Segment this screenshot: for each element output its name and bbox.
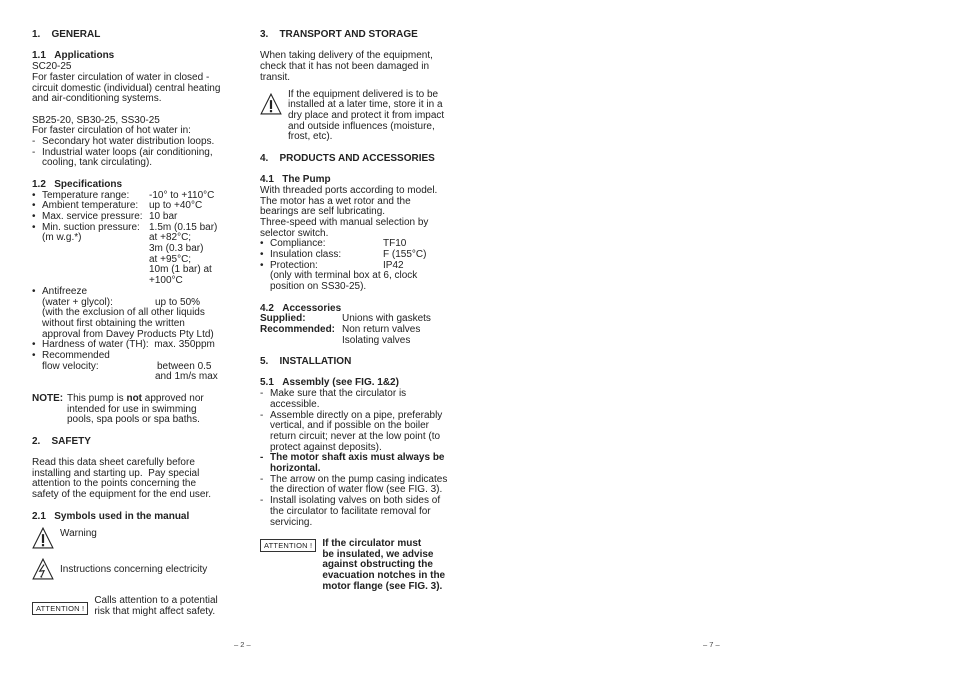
note-label: NOTE: xyxy=(32,392,64,404)
electricity-icon xyxy=(32,558,54,580)
pump-spec-item: • Compliance: TF10 xyxy=(260,238,407,250)
spec-continuation: (m w.g.*) at +82°C; 3m (0.3 bar) at +95°C; 10m (1 bar) at +100°C xyxy=(42,232,212,287)
page-number-left: – 2 – xyxy=(234,640,251,649)
list-item: - Industrial water loops (air conditioning, cooling, tank circulating). xyxy=(32,146,213,169)
pump-text: With threaded ports according to model. The motor has a wet rotor and the bearings are self lubricating. Three-speed with manual selection by selector switch. xyxy=(260,184,438,239)
pump-heading: 4.1 The Pump xyxy=(260,174,331,186)
electricity-label: Instructions concerning electricity xyxy=(60,564,208,576)
supplied-row: Supplied: Unions with gaskets xyxy=(260,313,431,325)
attention-badge: ATTENTION ! xyxy=(32,602,88,615)
text-line: and air-conditioning systems. xyxy=(32,93,162,105)
electricity-symbol-row xyxy=(32,558,232,580)
assembly-item: - Install isolating valves on both sides of the circulator to facilitate removal for servicing. xyxy=(260,495,441,528)
transport-heading: 3. TRANSPORT AND STORAGE xyxy=(260,29,418,40)
list-item: - Secondary hot water distribution loops. xyxy=(32,136,215,147)
warning-icon xyxy=(260,93,282,115)
products-heading: 4. PRODUCTS AND ACCESSORIES xyxy=(260,152,435,164)
spec-item: • Hardness of water (TH): max. 350ppm xyxy=(32,339,215,351)
sc-description xyxy=(32,73,232,105)
spec-continuation: flow velocity: between 0.5 and 1m/s max xyxy=(42,360,218,383)
spec-item: • Max. service pressure: 10 bar xyxy=(32,210,178,222)
installation-heading: 5. INSTALLATION xyxy=(260,356,352,368)
symbols-heading: 2.1 Symbols used in the manual xyxy=(32,510,190,522)
general-heading: 1. GENERAL xyxy=(32,29,101,40)
warning-icon xyxy=(32,527,54,549)
left-page-column xyxy=(32,30,232,618)
transport-text: When taking delivery of the equipment, check that it has not been damaged in transit. xyxy=(260,50,433,83)
sc-model: SC20-25 xyxy=(32,61,72,73)
right-page-column xyxy=(260,30,455,592)
spec-item: • Min. suction pressure: 1.5m (0.15 bar) xyxy=(32,221,218,233)
assembly-item: - Make sure that the circulator is accessible. xyxy=(260,388,407,410)
spec-item: • Antifreeze xyxy=(32,285,88,297)
spec-item: • Ambient temperature: up to +40°C xyxy=(32,200,203,212)
warning-label: Warning xyxy=(60,528,97,540)
applications-heading: 1.1 Applications xyxy=(32,50,115,62)
sb-model: SB25-20, SB30-25, SS30-25 xyxy=(32,114,160,126)
pump-spec-item: • Insulation class: F (155°C) xyxy=(260,249,427,261)
pump-spec-item: • Protection: IP42 xyxy=(260,259,404,271)
assembly-heading: 5.1 Assembly (see FIG. 1&2) xyxy=(260,377,399,389)
specifications-heading: 1.2 Specifications xyxy=(32,178,123,190)
assembly-item: - The arrow on the pump casing indicates the direction of water flow (see FIG. 3). xyxy=(260,473,448,496)
text-line: For faster circulation of water in closed - xyxy=(32,71,210,83)
accessories-heading: 4.2 Accessories xyxy=(260,302,342,314)
sb-intro: For faster circulation of hot water in: xyxy=(32,125,191,137)
warning-symbol-row xyxy=(32,527,232,549)
spec-continuation: (water + glycol): up to 50% xyxy=(42,296,201,308)
attention-symbol-row: ATTENTION ! Calls attention to a potential risk that might affect safety. xyxy=(32,596,232,617)
assembly-item-bold: - The motor shaft axis must always be horizontal. xyxy=(260,452,445,475)
safety-text: Read this data sheet carefully before installing and starting up. Pay special attention to the points concerning the safety of the equipment for the end user. xyxy=(32,457,212,501)
spec-item: • Recommended xyxy=(32,350,110,362)
safety-heading: 2. SAFETY xyxy=(32,435,91,447)
attention-badge: ATTENTION ! xyxy=(260,539,316,552)
storage-warning-row: If the equipment delivered is to be installed at a later time, store it in a dry place and protect it from impact and outside influences (moisture, frost, etc). xyxy=(260,90,455,144)
note-block: NOTE: This pump is not approved nor intended for use in swimming pools, spa pools or spa baths. xyxy=(32,392,204,426)
text-line: circuit domestic (individual) central heating xyxy=(32,82,221,94)
spec-item: • Temperature range: -10° to +110°C xyxy=(32,189,215,201)
pump-spec-note: (only with terminal box at 6, clock position on SS30-25). xyxy=(270,270,418,293)
insulation-attention-row: ATTENTION ! If the circulator must be insulated, we advise against obstructing the evacuation notches in the motor flange (see FIG. 3). xyxy=(260,539,455,593)
spec-continuation: (with the exclusion of all other liquids without first obtaining the written approval from Davey Products Pty Ltd) xyxy=(42,307,214,340)
assembly-item: - Assemble directly on a pipe, preferably vertical, and if possible on the boiler return circuit; never at the low point (to protect against deposits). xyxy=(260,409,443,453)
page-number-right: – 7 – xyxy=(703,640,720,649)
recommended-row: Recommended: Non return valves Isolating valves xyxy=(260,323,421,346)
